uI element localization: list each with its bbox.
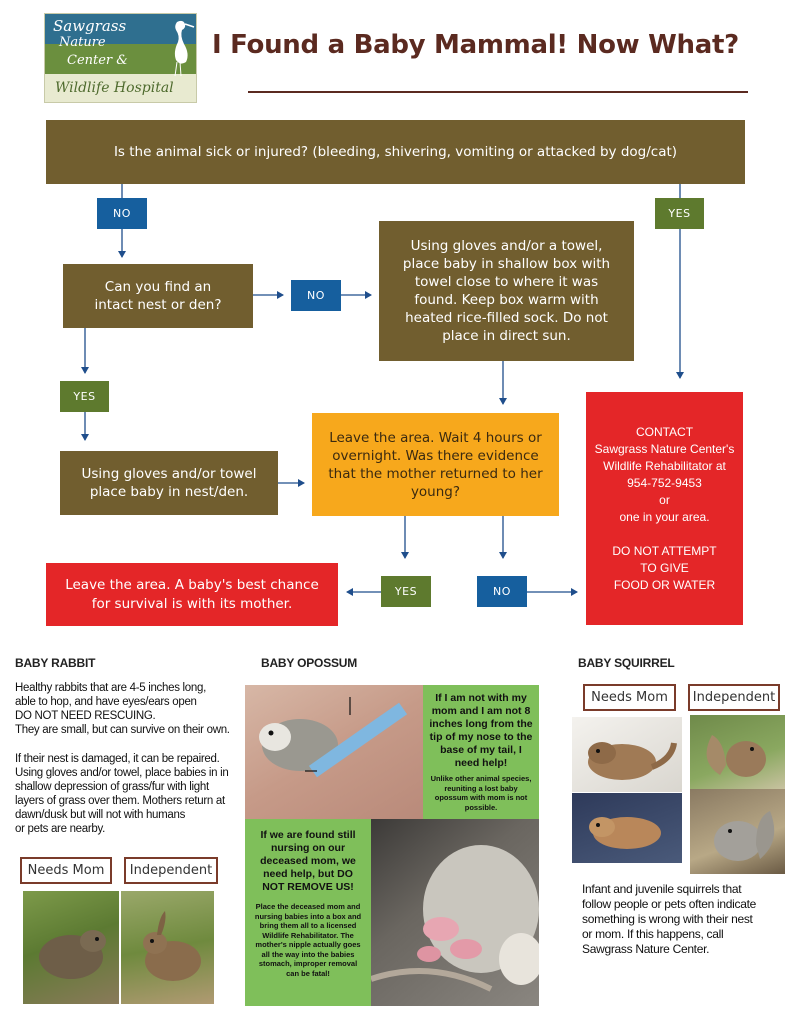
rabbit-paragraph-2: If their nest is damaged, it can be repaired. Using gloves and/or towel, place babies in in shallow depression of grass/fur with light layers of grass over them. Mothers return at dawn/dusk but will not with humans or pets are nearby. [15, 753, 229, 835]
no-label-2: NO [291, 280, 341, 311]
logo-line3: Center & [67, 53, 128, 68]
logo-line4: Wildlife Hospital [55, 80, 174, 96]
opossum-ruler-photo [245, 685, 423, 819]
opossum-card-1-note: Unlike other animal species, reuniting a lost baby opossum with mom is not possible. [430, 774, 532, 812]
squirrel-paragraph: Infant and juvenile squirrels that follow people or pets often indicate something is wrong with their nest or mom. If this happens, call Sawgrass Nature Center. [582, 882, 756, 956]
opossum-card-1-heading: If I am not with my mom and I am not 8 inches long from the tip of my nose to the base of my tail, I need help! [429, 692, 533, 769]
yes-label-3: YES [381, 576, 431, 607]
opossum-card-2 [245, 819, 371, 1006]
yes-label-2: YES [60, 381, 109, 412]
contact-line: CONTACT [635, 424, 694, 439]
contact-phone: 954-752-9453 [627, 475, 702, 490]
rabbit-needs-mom-photo [23, 891, 119, 1004]
rabbit-independent-label: Independent [124, 857, 218, 884]
no-label-1: NO [97, 198, 147, 229]
contact-line: one in your area. [619, 509, 710, 524]
contact-warning: FOOD OR WATER [613, 577, 716, 592]
opossum-card-2-heading: If we are found still nursing on our deceased mom, we need help, but DO NOT REMOVE US! [260, 829, 356, 893]
squirrel-title: BABY SQUIRREL [578, 656, 675, 670]
rabbit-needs-mom-label: Needs Mom [20, 857, 112, 884]
contact-warning: TO GIVE [640, 560, 689, 575]
opossum-nursing-photo [371, 819, 539, 1006]
contact-line: Sawgrass Nature Center's [594, 441, 735, 456]
rabbit-independent-photo [121, 891, 214, 1004]
question-nest-or-den: Can you find an intact nest or den? [63, 264, 253, 328]
box-place-in-nest: Using gloves and/or towel place baby in nest/den. [60, 451, 278, 515]
logo-line1: Sawgrass [53, 17, 127, 35]
box-place-in-shallow-box: Using gloves and/or a towel, place baby in shallow box with towel close to where it was found. Keep box warm with heated rice-filled sock. Do not place in direct sun. [379, 221, 634, 361]
contact-line: or [659, 492, 670, 507]
squirrel-juvenile-photo-1 [690, 715, 785, 789]
squirrel-infant-photo-1 [572, 717, 682, 792]
contact-line: Wildlife Rehabilitator at [603, 458, 726, 473]
question-sick-or-injured: Is the animal sick or injured? (bleeding, shivering, vomiting or attacked by dog/cat) [46, 120, 745, 184]
squirrel-needs-mom-label: Needs Mom [583, 684, 676, 711]
contact-warning: DO NOT ATTEMPT [612, 543, 717, 558]
squirrel-juvenile-photo-2 [690, 789, 785, 874]
box-leave-the-area: Leave the area. A baby's best chance for survival is with its mother. [46, 563, 338, 626]
opossum-card-2-note: Place the deceased mom and nursing babies into a box and bring them all to a licensed Wildlife Rehabilitator. The mother's nipple actually goes all the way into the babies stomach, improper removal can be fatal! [254, 902, 362, 978]
squirrel-infant-photo-2 [572, 793, 682, 863]
rabbit-paragraph-1: Healthy rabbits that are 4-5 inches long, able to hop, and have eyes/ears open DO NOT NEED RESCUING. They are small, but can survive on their own. [15, 682, 230, 736]
squirrel-independent-label: Independent [688, 684, 780, 711]
logo-line2: Nature [59, 35, 106, 50]
opossum-card-1 [423, 685, 539, 819]
yes-label-1: YES [655, 198, 704, 229]
question-mother-returned: Leave the area. Wait 4 hours or overnight. Was there evidence that the mother returned to her young? [312, 413, 559, 516]
rabbit-title: BABY RABBIT [15, 656, 96, 670]
opossum-title: BABY OPOSSUM [261, 656, 358, 670]
page-title: I Found a Baby Mammal! Now What? [212, 30, 739, 60]
no-label-3: NO [477, 576, 527, 607]
